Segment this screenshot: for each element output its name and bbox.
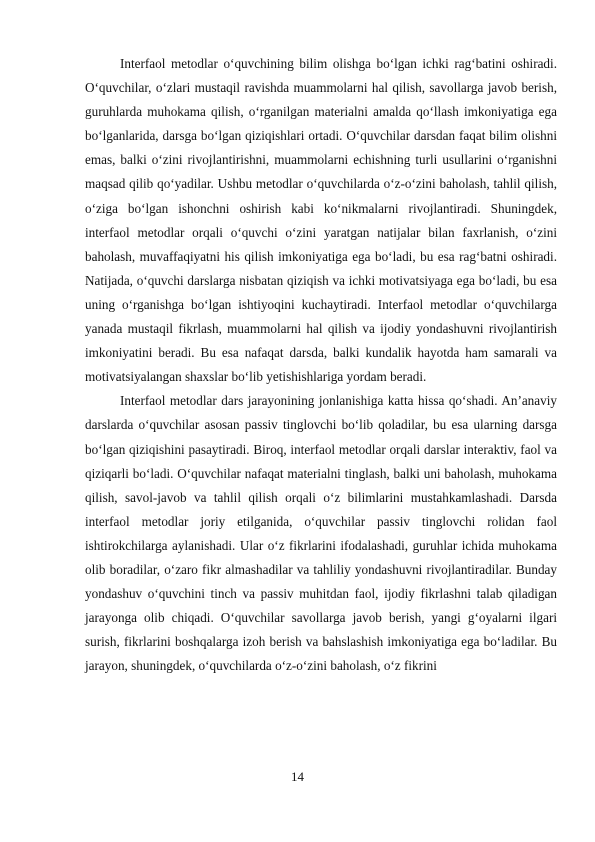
- paragraph-2: Interfaol metodlar dars jarayonining jonlanishiga katta hissa qo‘shadi. An’anaviy darslarda o‘quvchilar asosan passiv tinglovchi bo‘lib qoladilar, bu esa ularning darsga bo‘lgan qiziqishini pasaytiradi. Biroq, interfaol metodlar orqali darslar interaktiv, faol va qiziqarli bo‘ladi. O‘quvchilar nafaqat materialni tinglash, balki uni baholash, muhokama qilish, savol-javob va tahlil qilish orqali o‘z bilimlarini mustahkamlashadi. Darsda interfaol metodlar joriy etilganida, o‘quvchilar passiv tinglovchi rolidan faol ishtirokchilarga aylanishadi. Ular o‘z fikrlarini ifodalashadi, guruhlar ichida muhokama olib boradilar, o‘zaro fikr almashadilar va tahliliy yondashuvni rivojlantiradilar. Bunday yondashuv o‘quvchini tinch va passiv muhitdan faol, ijodiy fikrlashni talab qiladigan jarayonga olib chiqadi. O‘quvchilar savollarga javob berish, yangi g‘oyalarni ilgari surish, fikrlarini boshqalarga izoh berish va bahslashish imkoniyatiga ega bo‘ladilar. Bu jarayon, shuningdek, o‘quvchilarda o‘z-o‘zini baholash, o‘z fikrini: [85, 393, 557, 674]
- paragraph-1: Interfaol metodlar o‘quvchining bilim olishga bo‘lgan ichki rag‘batini oshiradi. O‘quvchilar, o‘zlari mustaqil ravishda muammolarni hal qilish, savollarga javob berish, guruhlarda muhokama qilish, o‘rganilgan materialni amalda qo‘llash imkoniyatiga ega bo‘lganlarida, darsga bo‘lgan qiziqishlari ortadi. O‘quvchilar darsdan faqat bilim olishni emas, balki o‘zini rivojlantirishni, muammolarni echishning turli usullarini o‘rganishni maqsad qilib qo‘yadilar. Ushbu metodlar o‘quvchilarda o‘z-o‘zini baholash, tahlil qilish, o‘ziga bo‘lgan ishonchni oshirish kabi ko‘nikmalarni rivojlantiradi. Shuningdek, interfaol metodlar orqali o‘quvchi o‘zini yaratgan natijalar bilan faxrlanish, o‘zini baholash, muvaffaqiyatni his qilish imkoniyatiga ega bo‘ladi, bu esa rag‘batni oshiradi. Natijada, o‘quvchi darslarga nisbatan qiziqish va ichki motivatsiyaga ega bo‘ladi, bu esa uning o‘rganishga bo‘lgan ishtiyoqini kuchaytiradi. Interfaol metodlar o‘quvchilarga yanada mustaqil fikrlash, muammolarni hal qilish va ijodiy yondashuvni rivojlantirish imkoniyatini beradi. Bu esa nafaqat darsda, balki kundalik hayotda ham samarali va motivatsiyalangan shaxslar bo‘lib yetishishlariga yordam beradi.: [85, 56, 557, 385]
- page-number: 14: [291, 769, 304, 784]
- body-text: [85, 52, 557, 678]
